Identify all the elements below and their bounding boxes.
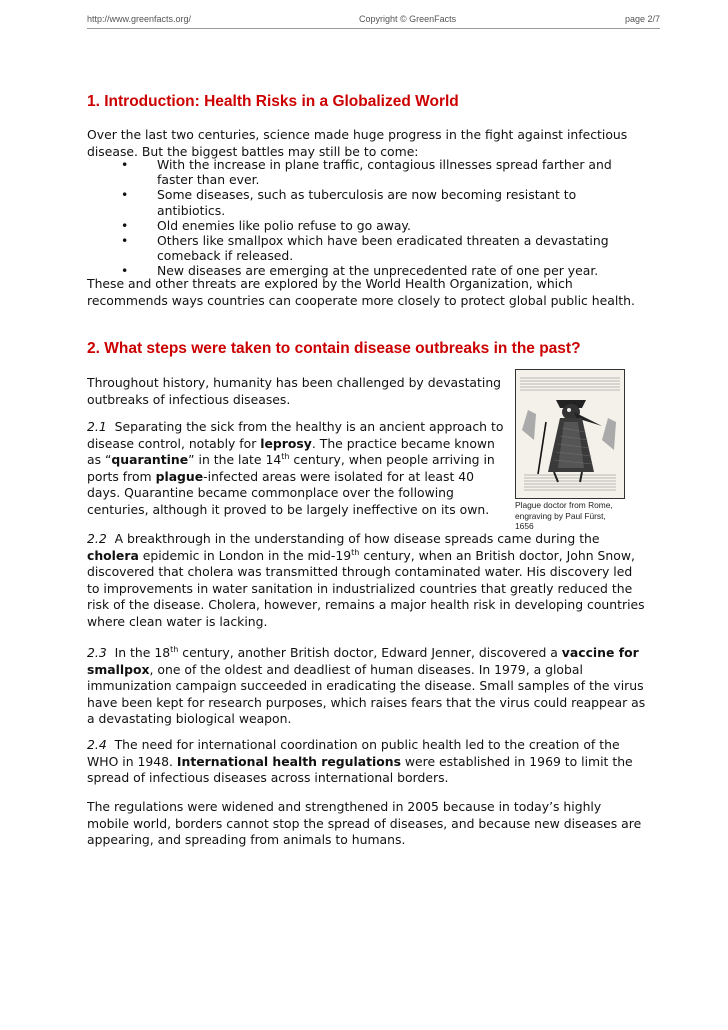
keyword-cholera: cholera (87, 547, 139, 563)
paragraph-text: In the 18 (114, 645, 171, 660)
paragraph-text: epidemic in London in the mid-19 (138, 547, 352, 563)
paragraph-number: 2.3 (87, 645, 107, 660)
bullet-text: New diseases are emerging at the unprecedented rate of one per year. (157, 263, 599, 279)
keyword-plague: plague (155, 468, 204, 484)
paragraph-text: -infected areas were isolated for at least 40 days. Quarantine became commonplace over the following centuries, although it proved to be largely ineffective on its own. (87, 468, 490, 517)
bullet-text: With the increase in plane traffic, contagious illnesses spread farther and faster than ever. (157, 157, 612, 188)
paragraph-text: , one of the oldest and deadliest of human diseases. In 1979, a global immunization campaign succeeded in eradicating the disease. Small samples of the virus have been kept for research purposes, which raises fears that the virus could reappear as a devastating biological weapon. (87, 661, 646, 727)
list-item (87, 218, 647, 233)
paragraph-2-4-continued: The regulations were widened and strengthened in 2005 because in today’s highly mobile world, borders cannot stop the spread of diseases, and because new diseases are appearing, and spreading from animals to humans. (87, 799, 642, 848)
bullet-text: Old enemies like polio refuse to go away. (157, 217, 411, 233)
section-1-intro: Over the last two centuries, science made huge progress in the fight against infectious disease. But the biggest battles may still be to come: (87, 127, 628, 159)
paragraph-number: 2.1 (87, 419, 107, 434)
paragraph-2-3 (87, 645, 647, 728)
figure-caption: Plague doctor from Rome, engraving by Paul Fürst, 1656 (515, 500, 613, 531)
paragraph-text: The need for international coordination on public health led to the creation of the WHO in 1948. (87, 737, 620, 769)
bullet-text: Others like smallpox which have been eradicated threaten a devastating comeback if released. (157, 233, 609, 264)
superscript: th (281, 452, 290, 462)
superscript: th (351, 547, 360, 557)
paragraph-text: century, when people arriving in ports from (87, 452, 495, 484)
bullet-marker: • (121, 233, 129, 249)
list-item (87, 187, 647, 217)
keyword-leprosy: leprosy (260, 435, 312, 451)
keyword-vaccine-for-smallpox: vaccine for smallpox (87, 645, 639, 677)
header-copyright: Copyright © GreenFacts (359, 14, 457, 24)
paragraph-2-4 (87, 737, 647, 787)
paragraph-2-1 (87, 419, 507, 519)
header-url[interactable]: http://www.greenfacts.org/ (87, 14, 192, 24)
paragraph-number: 2.2 (87, 531, 107, 546)
plague-doctor-figure (515, 369, 625, 532)
paragraph-text: Separating the sick from the healthy is an ancient approach to disease control, notably for (87, 419, 504, 451)
paragraph-text: A breakthrough in the understanding of how disease spreads came during the (114, 531, 600, 546)
superscript: th (170, 644, 179, 654)
paragraph-text: . The practice became known as “ (87, 435, 495, 468)
keyword-quarantine: quarantine (111, 452, 189, 468)
paragraph-text: were established in 1969 to limit the spread of infectious diseases across international borders. (87, 753, 633, 786)
paragraph-2-2 (87, 531, 647, 631)
section-2-intro: Throughout history, humanity has been challenged by devastating outbreaks of infectious diseases. (87, 375, 502, 407)
paragraph-text: ” in the late 14 (188, 452, 282, 468)
list-item (87, 233, 647, 263)
paragraph-number: 2.4 (87, 737, 107, 752)
bullet-marker: • (121, 157, 129, 172)
bullet-marker: • (121, 263, 129, 279)
risk-bullet-list (87, 157, 647, 279)
bullet-marker: • (121, 217, 129, 233)
keyword-international-health-regulations: International health regulations (176, 753, 401, 769)
plague-doctor-engraving (515, 369, 625, 499)
list-item (87, 157, 647, 187)
header-page-number: page 2/7 (624, 14, 660, 24)
header-divider (87, 28, 660, 29)
bullet-marker: • (121, 187, 129, 203)
bullet-text: Some diseases, such as tuberculosis are now becoming resistant to antibiotics. (157, 187, 577, 218)
section-2-heading: 2. What steps were taken to contain disease outbreaks in the past? (87, 340, 581, 357)
section-1-heading: 1. Introduction: Health Risks in a Globalized World (87, 93, 459, 110)
paragraph-text: century, another British doctor, Edward Jenner, discovered a (178, 645, 562, 660)
section-1-outro: These and other threats are explored by the World Health Organization, which recommends ways countries can cooperate more closely to protect global public health. (87, 276, 635, 308)
paragraph-text: century, when an British doctor, John Snow, discovered that cholera was transmitted through contaminated water. His discovery led to improvements in water sanitation in industrialized countries that greatly reduced the risk of the disease. Cholera, however, remains a major health risk in developing countries where clean water is lacking. (87, 547, 645, 629)
